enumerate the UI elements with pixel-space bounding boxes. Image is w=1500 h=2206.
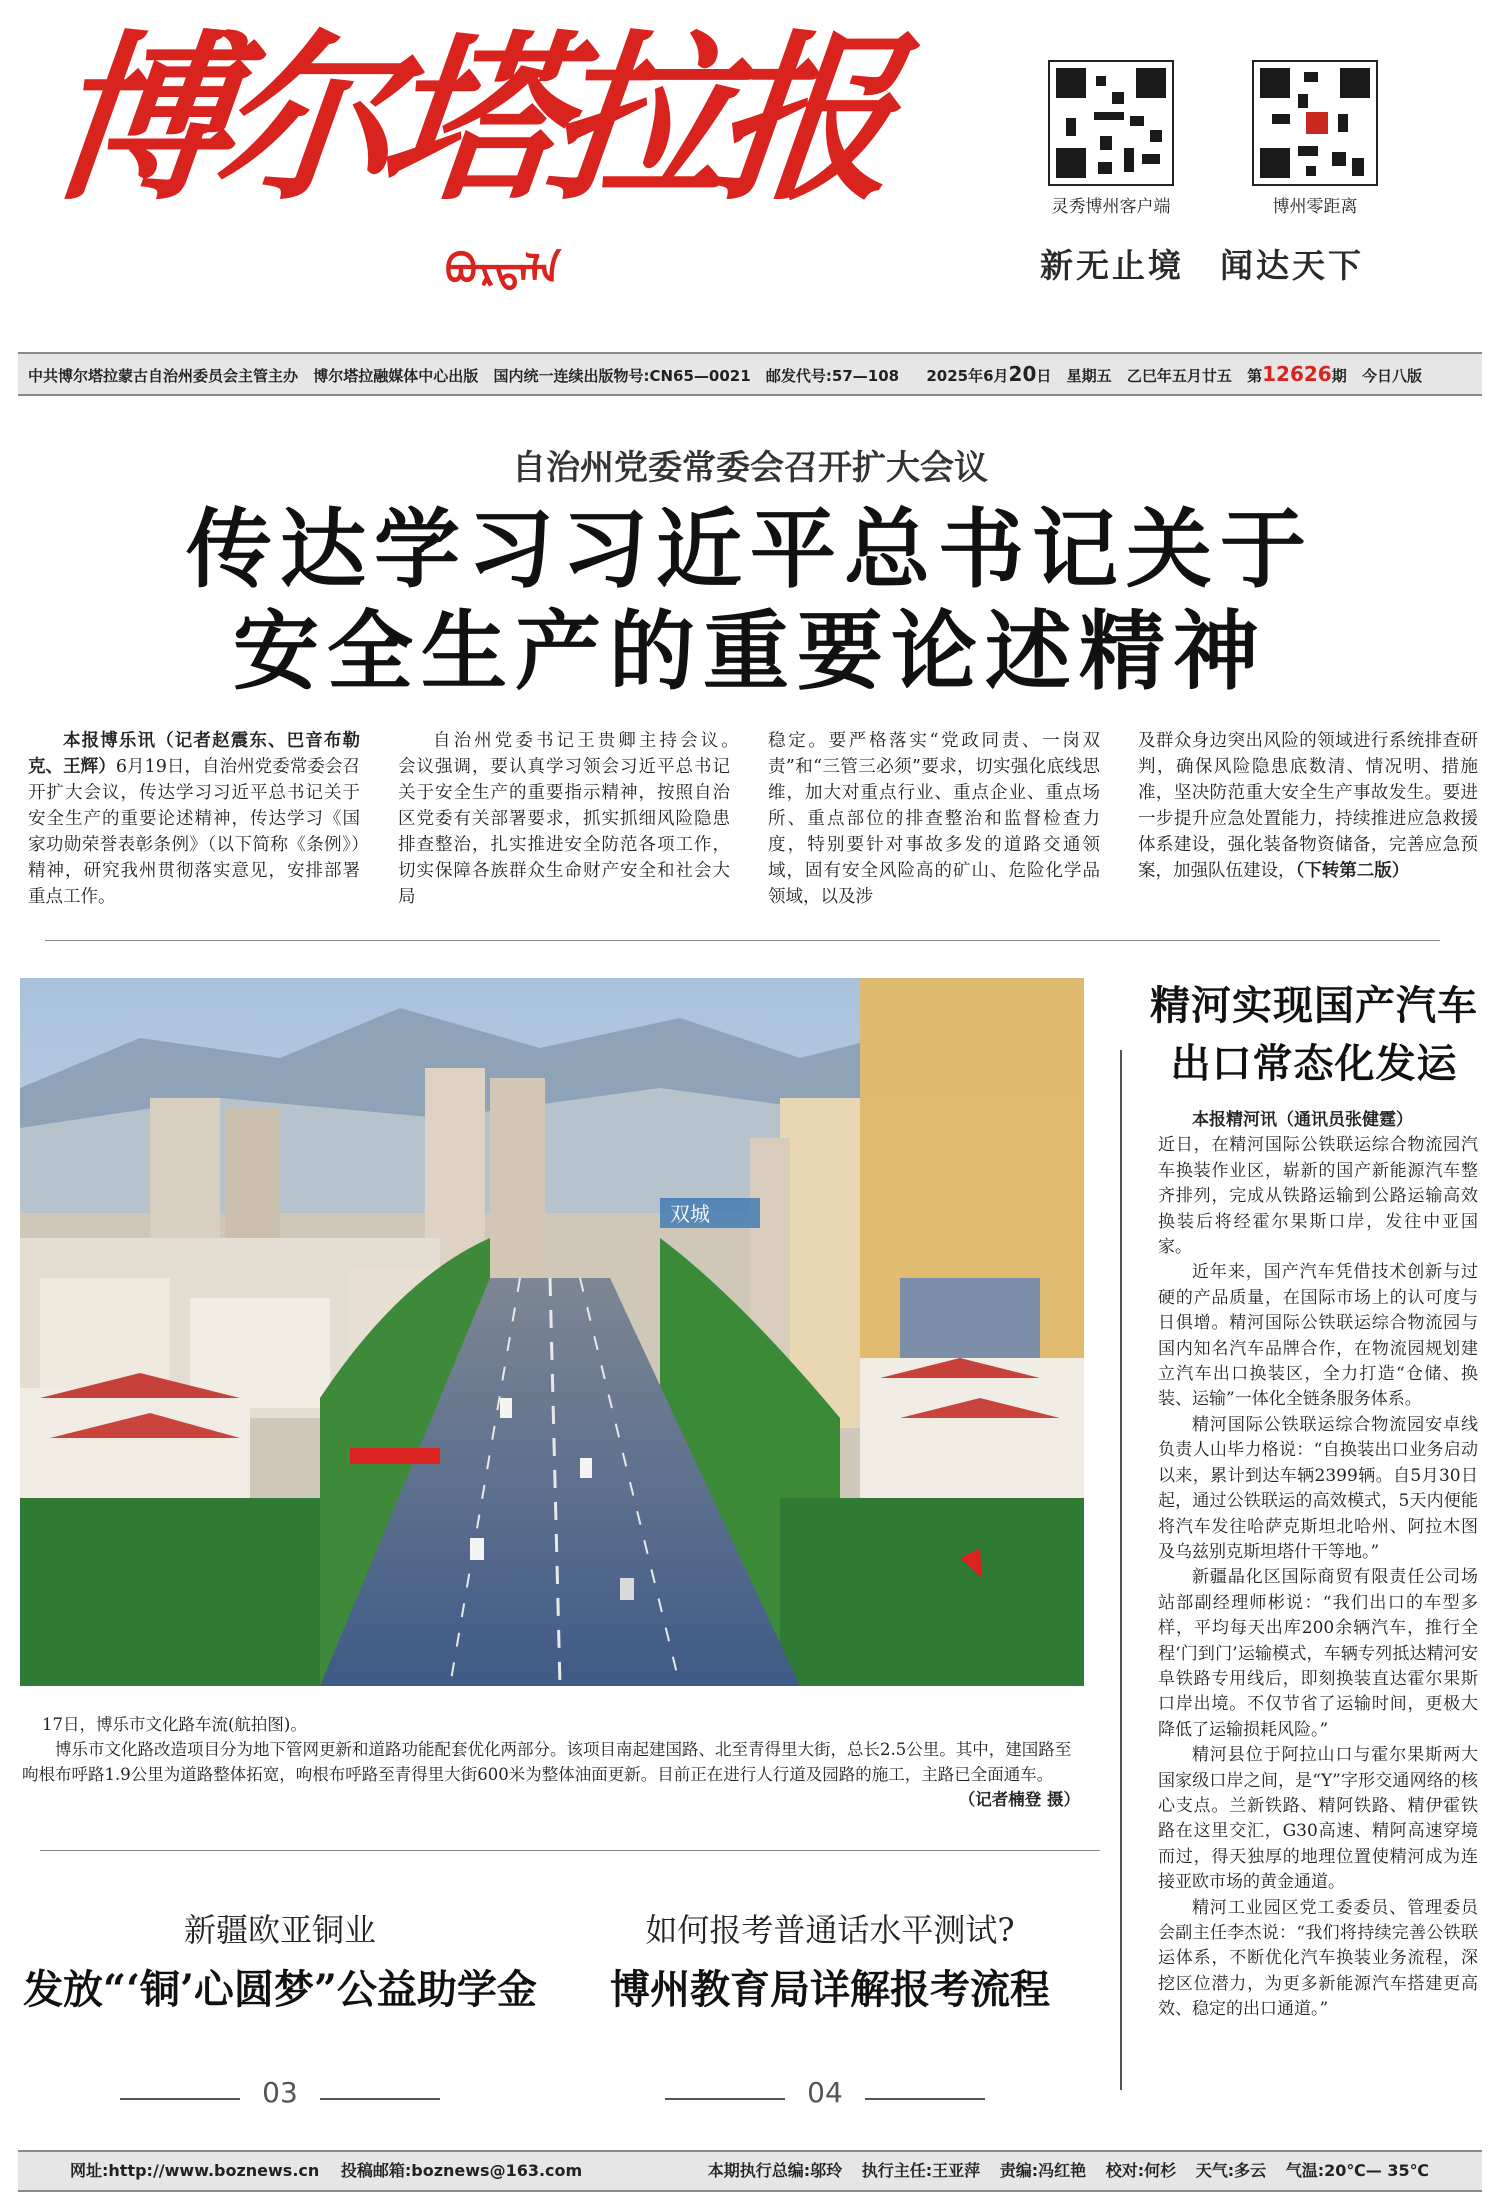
footer-website[interactable]: 网址:http://www.boznews.cn bbox=[70, 2161, 320, 2180]
lead-column-1: 本报博乐讯（记者赵震东、巴音布勒克、王辉）6月19日，自治州党委常委会召开扩大会议，传达学习习近平总书记关于安全生产的重要论述精神，传达学习《国家功勋荣誉表彰条例》（以下简称《条例》）精神，研究我州贯彻落实意见，安排部署重点工作。 bbox=[28, 731, 361, 907]
lead-byline: 本报博乐讯（记者赵震东、巴音布勒克、王辉） bbox=[28, 731, 360, 777]
footer-director: 执行主任:王亚萍 bbox=[861, 2161, 981, 2180]
teaser-03-title[interactable]: 发放“‘铜’心圆梦”公益助学金 bbox=[23, 1966, 537, 2013]
teaser-04-page[interactable]: 04 bbox=[785, 2076, 865, 2109]
photo-caption-body: 博乐市文化路改造项目分为地下管网更新和道路功能配套优化两部分。该项目南起建国路、北至青得里大街，总长2.5公里。其中，建国路至呴根布呼路1.9公里为道路整体拓宽，呴根布呼路至青得里大街600米为整体油面更新。目前正在进行人行道及园路的施工，主路已全面通车。 bbox=[22, 1740, 1072, 1784]
right-headline-line2[interactable]: 出口常态化发运 bbox=[1170, 1040, 1458, 1087]
photo-caption-line1: 17日，博乐市文化路车流(航拍图)。 bbox=[42, 1715, 307, 1734]
weekday: 星期五 bbox=[1066, 367, 1112, 385]
qr-code-wechat-icon[interactable] bbox=[1252, 60, 1378, 186]
lunar-date: 乙巳年五月廿五 bbox=[1126, 367, 1232, 385]
teaser-04-title[interactable]: 博州教育局详解报考流程 bbox=[610, 1966, 1050, 2013]
lead-headline-line2[interactable]: 安全生产的重要论述精神 bbox=[233, 602, 1267, 702]
qr-code-client-icon[interactable] bbox=[1048, 60, 1174, 186]
issue-number: 第12626期 bbox=[1247, 362, 1347, 386]
lead-column-3: 稳定。要严格落实“党政同责、一岗双责”和“三管三必须”要求，切实强化底线思维，加大对重点行业、重点企业、重点场所、重点部位的排查整治和监督检查力度，特别要针对事故多发的道路交通领域，固有安全风险高的矿山、危险化学品领域，以及涉 bbox=[768, 731, 1100, 907]
postal-code: 邮发代号:57—108 bbox=[765, 367, 900, 385]
footer-temperature: 气温:20℃— 35℃ bbox=[1285, 2161, 1429, 2180]
right-paragraph: 近日，在精河国际公铁联运综合物流园汽车换装作业区，崭新的国产新能源汽车整齐排列，完成从铁路运输到公路运输高效换装后将经霍尔果斯口岸，发往中亚国家。 bbox=[1158, 1135, 1478, 1258]
continued-note[interactable]: （下转第二版） bbox=[1295, 861, 1410, 881]
right-headline-line1[interactable]: 精河实现国产汽车 bbox=[1150, 982, 1478, 1029]
photo-credit: （记者楠登 摄） bbox=[958, 1790, 1080, 1809]
sponsor: 中共博尔塔拉蒙古自治州委员会主管主办 bbox=[28, 367, 299, 385]
lead-kicker: 自治州党委常委会召开扩大会议 bbox=[512, 448, 988, 488]
photo-illustration bbox=[20, 978, 1084, 1686]
footer-chief-editor: 责编:冯红艳 bbox=[999, 2161, 1087, 2180]
right-byline: 本报精河讯（通讯员张健霆） bbox=[1192, 1110, 1413, 1130]
issue-info-bar bbox=[18, 352, 1482, 396]
page-count: 今日八版 bbox=[1361, 367, 1422, 385]
cn-number: 国内统一连续出版物号:CN65—0021 bbox=[493, 367, 751, 385]
masthead-mongolian: ᠪᠣᠷᠲᠠᠯᠠ bbox=[445, 246, 562, 293]
right-paragraph: 精河国际公铁联运综合物流园安卓线负责人山毕力格说：“自换装出口业务启动以来，累计到达车辆2399辆。自5月30日起，通过公铁联运的高效模式，5天内便能将汽车发往哈萨克斯坦北哈州、阿拉木图及乌兹别克斯坦塔什干等地。” bbox=[1158, 1414, 1478, 1562]
publisher: 博尔塔拉融媒体中心出版 bbox=[313, 367, 479, 385]
footer-proof: 校对:何杉 bbox=[1105, 2161, 1177, 2180]
building-sign: 双城 bbox=[670, 1202, 710, 1226]
masthead-title: 博尔塔拉报 bbox=[40, 14, 893, 225]
right-paragraph: 近年来，国产汽车凭借技术创新与过硬的产品质量，在国际市场上的认可度与日俱增。精河国际公铁联运综合物流园与国内知名汽车品牌合作，在物流园规划建立汽车出口换装区，全力打造“仓储、换装、运输”一体化全链条服务体系。 bbox=[1158, 1262, 1478, 1410]
footer-weather: 天气:多云 bbox=[1195, 2161, 1267, 2180]
footer-editor: 本期执行总编:邬玲 bbox=[707, 2161, 843, 2180]
teaser-divider bbox=[40, 1850, 1100, 1851]
teaser-03-subtitle: 新疆欧亚铜业 bbox=[183, 1911, 376, 1949]
lead-headline-line1[interactable]: 传达学习习近平总书记关于 bbox=[186, 500, 1314, 600]
column-rule bbox=[1120, 1050, 1122, 2090]
slogan: 新无止境 闻达天下 bbox=[1040, 246, 1364, 285]
qr-label-client: 灵秀博州客户端 bbox=[1051, 197, 1171, 217]
qr-label-wechat: 博州零距离 bbox=[1272, 197, 1358, 217]
right-paragraph: 精河工业园区党工委委员、管理委员会副主任李杰说：“我们将持续完善公铁联运体系，不断优化汽车换装业务流程，深挖区位潜力，为更多新能源汽车搭建更高效、稳定的出口通道。” bbox=[1158, 1897, 1478, 2020]
teaser-03-page[interactable]: 03 bbox=[240, 2076, 320, 2109]
aerial-road-photo[interactable] bbox=[20, 978, 1084, 1686]
right-article-body bbox=[1158, 1108, 1478, 2023]
right-paragraph: 精河县位于阿拉山口与霍尔果斯两大国家级口岸之间，是“Y”字形交通网络的核心支点。兰新铁路、精阿铁路、精伊霍铁路在这里交汇，G30高速、精阿高速穿境而过，得天独厚的地理位置使精河成为连接亚欧市场的黄金通道。 bbox=[1158, 1745, 1478, 1893]
lead-column-2: 自治州党委书记王贵卿主持会议。 会议强调，要认真学习领会习近平总书记关于安全生产的重要指示精神，按照自治区党委有关部署要求，抓实抓细风险隐患排查整治，扎实推进安全防范各项工作，切实保障各族群众生命财产安全和社会大局 bbox=[398, 731, 765, 907]
teaser-04-subtitle: 如何报考普通话水平测试? bbox=[645, 1911, 1015, 1949]
issue-date: 2025年6月20日 bbox=[926, 362, 1052, 386]
footer-email[interactable]: 投稿邮箱:boznews@163.com bbox=[340, 2161, 583, 2180]
right-paragraph: 新疆晶化区国际商贸有限责任公司场站部副经理师彬说：“我们出口的车型多样，平均每天出库200余辆汽车，推行全程‘门到门’运输模式，车辆专列抵达精河安阜铁路专用线后，即刻换装直达霍尔果斯口岸出境。不仅节省了运输时间，更极大降低了运输损耗风险。” bbox=[1158, 1567, 1478, 1740]
footer-bar bbox=[18, 2150, 1482, 2192]
divider bbox=[45, 940, 1440, 941]
lead-column-4: 及群众身边突出风险的领域进行系统排查研判，确保风险隐患底数清、情况明、措施准，坚决防范重大安全生产事故发生。要进一步提升应急处置能力，持续推进应急救援体系建设，强化装备物资储备，完善应急预案，加强队伍建设，（下转第二版） bbox=[1138, 731, 1478, 881]
